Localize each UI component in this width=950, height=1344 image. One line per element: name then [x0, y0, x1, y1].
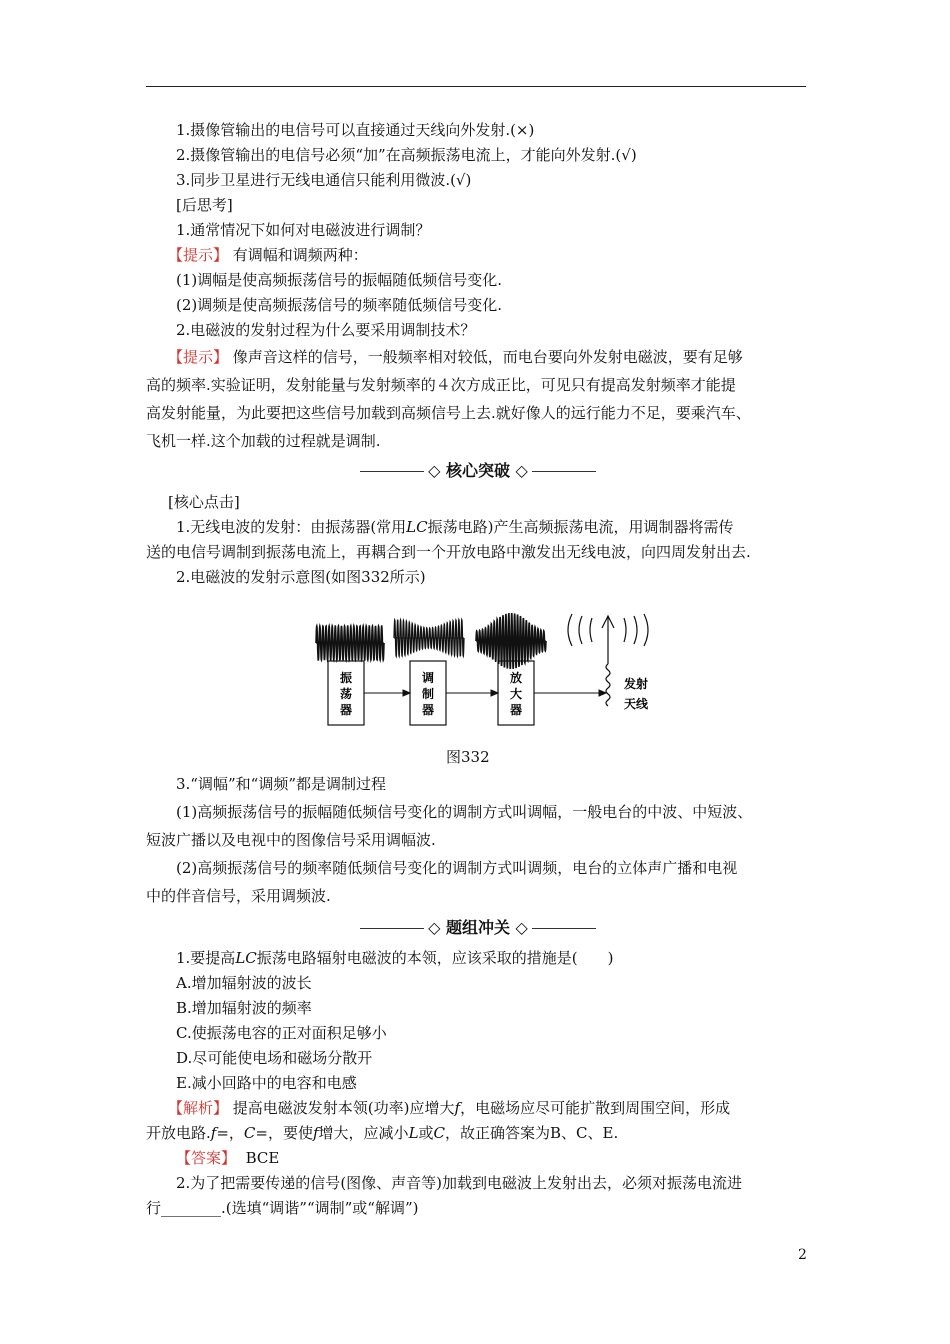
box-text: 大: [509, 687, 523, 701]
question-1: 1.通常情况下如何对电磁波进行调制？: [176, 221, 431, 239]
hint-label: 【提示】: [168, 348, 229, 366]
hint-2-line-2: 高的频率.实验证明，发射能量与发射频率的４次方成正比，可见只有提高发射频率才能提: [146, 376, 736, 394]
amplifier-box: [498, 661, 534, 725]
text: 提高电磁波发射本领(功率)应增大: [232, 1099, 455, 1117]
text: 增大，应减小: [318, 1124, 409, 1142]
section-label-reflection: [后思考]: [176, 196, 233, 214]
text: =，要使: [255, 1124, 313, 1142]
hint-2: [168, 347, 743, 367]
option-c: C.使振荡电容的正对面积足够小: [176, 1024, 387, 1042]
answer-label: 【答案】: [176, 1149, 237, 1167]
statement-3: 3.同步卫星进行无线电通信只能利用微波.(√): [176, 171, 472, 189]
box-text: 器: [339, 703, 353, 717]
text: 或: [418, 1124, 434, 1142]
text: ，故正确答案为B、C、E.: [445, 1124, 619, 1142]
point-3-item-2-line-2: 中的伴音信号，采用调频波.: [146, 887, 331, 905]
header-rule: [146, 86, 806, 87]
text: 1.无线电波的发射：由振荡器(常用: [176, 518, 407, 536]
text: 开放电路.: [146, 1124, 211, 1142]
section-heading-practice: [146, 915, 810, 938]
point-1-line-2: 送的电信号调制到振荡电流上，再耦合到一个开放电路中激发出无线电波，向四周发射出去.: [146, 543, 751, 561]
statement-2: 2.摄像管输出的电信号必须“加”在高频振荡电流上，才能向外发射.(√): [176, 146, 637, 164]
hint-1-item-1: (1)调幅是使高频振荡信号的振幅随低频信号变化.: [176, 271, 503, 289]
wave-2: [394, 620, 464, 657]
hint-label: 【提示】: [168, 246, 229, 264]
section-heading-core: [146, 458, 810, 481]
text: 振荡电路)产生高频振荡电流，用调制器将需传: [427, 518, 734, 536]
box-text: 器: [509, 703, 523, 717]
text: f: [210, 1124, 217, 1142]
hint-1: [168, 245, 368, 265]
oscillator-box: [328, 661, 364, 725]
point-1-line-1: [176, 517, 733, 537]
text: 振荡电路辐射电磁波的本领，应该采取的措施是( ): [256, 949, 614, 967]
practice-question-2-line-1: 2.为了把需要传递的信号(图像、声音等)加载到电磁波上发射出去，必须对振荡电流进: [176, 1174, 743, 1192]
practice-question-1: [176, 948, 613, 968]
analysis-line-2: [146, 1123, 618, 1143]
box-text: 荡: [339, 687, 353, 701]
point-3: 3.“调幅”和“调频”都是调制过程: [176, 775, 386, 793]
hint-text: 有调幅和调频两种：: [232, 246, 368, 264]
point-3-item-2-line-1: (2)高频振荡信号的频率随低频信号变化的调制方式叫调频，电台的立体声广播和电视: [176, 859, 738, 877]
section-label-core-points: [核心点击]: [168, 493, 240, 511]
statement-1: 1.摄像管输出的电信号可以直接通过天线向外发射.(×): [176, 121, 535, 139]
hint-1-item-2: (2)调频是使高频振荡信号的频率随低频信号变化.: [176, 296, 503, 314]
transmission-diagram: [306, 586, 676, 736]
option-a: A.增加辐射波的波长: [176, 974, 312, 992]
box-text: 器: [421, 703, 435, 717]
antenna-label-1: 发射: [624, 677, 649, 691]
text: 1.要提高: [176, 949, 236, 967]
option-b: B.增加辐射波的频率: [176, 999, 312, 1017]
point-3-item-1-line-1: (1)高频振荡信号的振幅随低频信号变化的调制方式叫调幅，一般电台的中波、中短波、: [176, 803, 753, 821]
text: C: [433, 1124, 446, 1142]
text: f: [454, 1099, 461, 1117]
hint-text: 像声音这样的信号，一般频率相对较低，而电台要向外发射电磁波，要有足够: [232, 348, 743, 366]
box-text: 放: [509, 671, 523, 685]
point-2: 2.电磁波的发射示意图(如图332所示): [176, 568, 426, 586]
text: L: [408, 1124, 419, 1142]
practice-question-2-line-2: 行________.(选填“调谐”“调制”或“解调”): [146, 1199, 419, 1217]
wave-1: [316, 626, 384, 660]
page-number: 2: [798, 1247, 807, 1263]
figure-caption: 图332: [446, 748, 490, 766]
text: LC: [406, 518, 428, 536]
option-d: D.尽可能使电场和磁场分散开: [176, 1049, 373, 1067]
signal-arrows: [364, 690, 606, 696]
modulator-box: [410, 661, 446, 725]
point-3-item-1-line-2: 短波广播以及电视中的图像信号采用调幅波.: [146, 831, 436, 849]
question-2: 2.电磁波的发射过程为什么要采用调制技术？: [176, 321, 476, 339]
text: LC: [235, 949, 257, 967]
box-text: 振: [339, 671, 353, 685]
text: f: [312, 1124, 319, 1142]
box-text: 制: [421, 687, 435, 701]
answer-text: BCE: [245, 1149, 280, 1167]
hint-2-line-4: 飞机一样.这个加载的过程就是调制.: [146, 432, 381, 450]
analysis-line-1: [168, 1098, 730, 1118]
text: =，: [216, 1124, 244, 1142]
box-text: 调: [421, 671, 435, 685]
analysis-label: 【解析】: [168, 1099, 229, 1117]
section-title: ◇ 核心突破 ◇: [428, 461, 528, 480]
text: C: [243, 1124, 256, 1142]
hint-2-line-3: 高发射能量，为此要把这些信号加载到高频信号上去.就好像人的远行能力不足，要乘汽车、: [146, 404, 751, 422]
text: ，电磁场应尽可能扩散到周围空间，形成: [460, 1099, 731, 1117]
antenna-label-2: 天线: [624, 697, 649, 711]
option-e: E.减小回路中的电容和电感: [176, 1074, 357, 1092]
answer-line: [176, 1148, 279, 1168]
section-title: ◇ 题组冲关 ◇: [428, 918, 528, 937]
